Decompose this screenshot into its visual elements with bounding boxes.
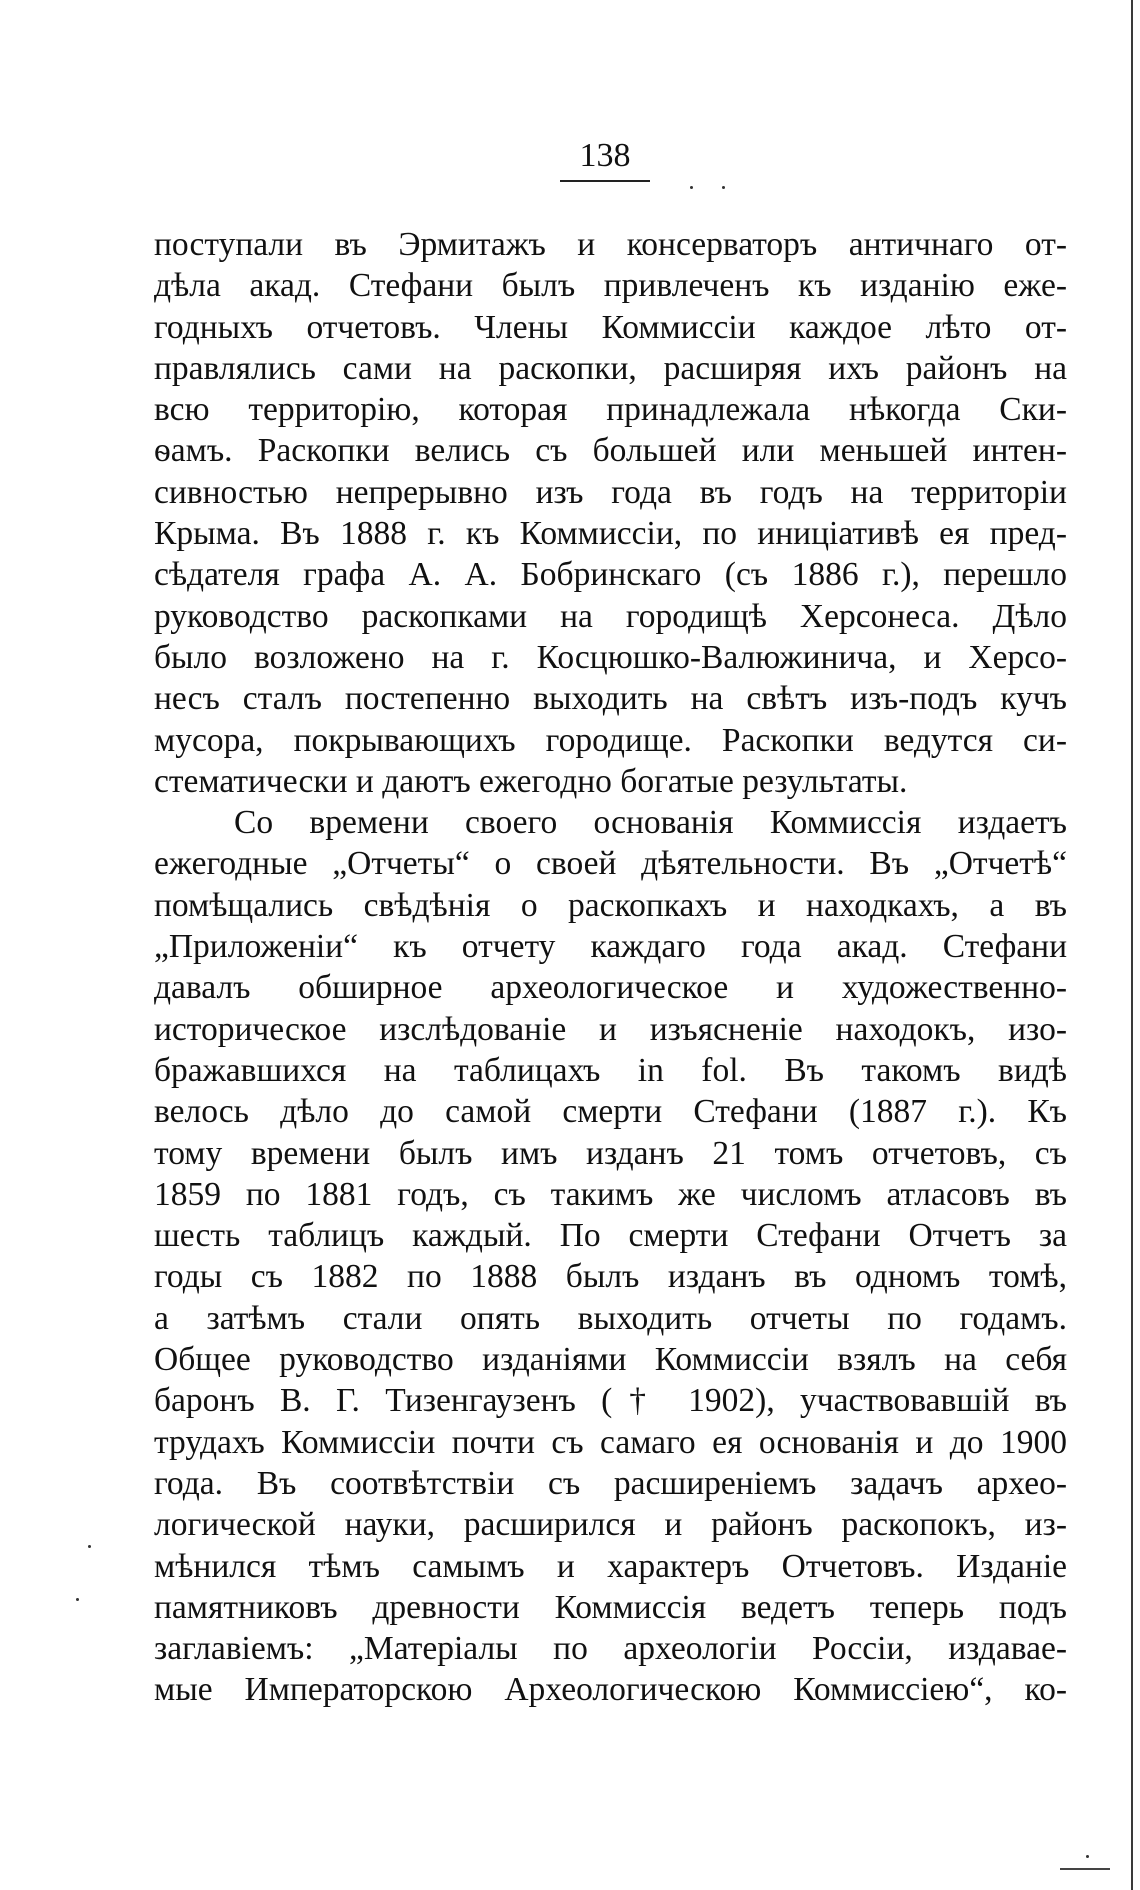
- corner-rule: [1060, 1868, 1110, 1870]
- text-line: мусора, покрывающихъ городище. Раскопки ведутся си-: [154, 721, 1067, 759]
- text-line: заглавіемъ: „Матеріалы по археологіи Россіи, издавае-: [154, 1630, 1067, 1668]
- text-line: поступали въ Эрмитажъ и консерваторъ античнаго от-: [154, 226, 1067, 263]
- text-line: ежегодные „Отчеты“ о своей дѣятельности. Въ „Отчетѣ“: [154, 845, 1067, 883]
- text-line: стематически и даютъ ежегодно богатые результаты.: [154, 762, 908, 800]
- text-line: Общее руководство изданіями Коммиссіи взялъ на себя: [154, 1341, 1067, 1379]
- text-line: памятниковъ древности Коммиссія ведетъ теперь подъ: [154, 1588, 1067, 1626]
- text-line: годы съ 1882 по 1888 былъ изданъ въ одномъ томѣ,: [154, 1258, 1067, 1296]
- text-line: несъ сталъ постепенно выходить на свѣтъ изъ-подъ кучъ: [154, 680, 1067, 718]
- scan-speck: [88, 1545, 91, 1548]
- text-line: годныхъ отчетовъ. Члены Коммиссіи каждое лѣто от-: [154, 308, 1067, 346]
- paragraph-2: [154, 802, 1067, 1711]
- text-line: трудахъ Коммиссіи почти съ самаго ея основанія и до 1900: [154, 1423, 1067, 1461]
- text-line: Крыма. Въ 1888 г. къ Коммиссіи, по иниціативѣ ея пред-: [154, 515, 1067, 553]
- text-line: 1859 по 1881 годъ, съ такимъ же числомъ атласовъ въ: [154, 1175, 1067, 1213]
- text-line: было возложено на г. Косцюшко-Валюжинича, и Херсо-: [154, 638, 1067, 676]
- body-text: [154, 224, 1067, 1711]
- text-line: правлялись сами на раскопки, расширяя ихъ районъ на: [154, 349, 1067, 387]
- text-line: руководство раскопками на городищѣ Херсонеса. Дѣло: [154, 597, 1067, 635]
- text-line: шесть таблицъ каждый. По смерти Стефани Отчетъ за: [154, 1217, 1067, 1255]
- text-line: всю территорію, которая принадлежала нѣкогда Ски-: [154, 391, 1067, 429]
- text-line: давалъ обширное археологическое и художественно-: [154, 969, 1067, 1007]
- page-number: 138: [560, 136, 650, 182]
- text-line: бражавшихся на таблицахъ in fol. Въ такомъ видѣ: [154, 1051, 1067, 1089]
- page-edge-shadow: [1131, 0, 1133, 1890]
- text-line: дѣла акад. Стефани былъ привлеченъ къ изданію еже-: [154, 267, 1067, 305]
- scan-speck: [76, 1598, 79, 1601]
- scan-speck: [690, 186, 693, 189]
- text-line: а затѣмъ стали опять выходить отчеты по годамъ.: [154, 1299, 1067, 1337]
- text-line: историческое изслѣдованіе и изъясненіе находокъ, изо-: [154, 1010, 1067, 1048]
- text-line: помѣщались свѣдѣнія о раскопкахъ и находкахъ, а въ: [154, 886, 1067, 924]
- scan-speck: [722, 186, 725, 189]
- text-line: мѣнился тѣмъ самымъ и характеръ Отчетовъ. Изданіе: [154, 1547, 1067, 1585]
- text-line: сивностью непрерывно изъ года въ годъ на территоріи: [154, 473, 1067, 511]
- text-line: тому времени былъ имъ изданъ 21 томъ отчетовъ, съ: [154, 1134, 1067, 1172]
- text-line: года. Въ соотвѣтствіи съ расширеніемъ задачъ архео-: [154, 1464, 1067, 1502]
- text-line: „Приложеніи“ къ отчету каждаго года акад. Стефани: [154, 928, 1067, 966]
- scan-speck: [1086, 1855, 1089, 1858]
- text-line: мые Императорскою Археологическою Коммиссіею“, ко-: [154, 1671, 1067, 1709]
- text-line: велось дѣло до самой смерти Стефани (1887 г.). Къ: [154, 1093, 1067, 1131]
- text-line: Со времени своего основанія Коммиссія издаетъ: [234, 804, 1067, 842]
- text-line: ѳамъ. Раскопки велись съ большей или меньшей интен-: [154, 432, 1067, 470]
- text-line: логической науки, расширился и районъ раскопокъ, из-: [154, 1506, 1067, 1544]
- text-line: сѣдателя графа А. А. Бобринскаго (съ 1886 г.), перешло: [154, 556, 1067, 594]
- paragraph-1: [154, 224, 1067, 802]
- text-line: баронъ В. Г. Тизенгаузенъ († 1902), участвовавшій въ: [154, 1382, 1067, 1420]
